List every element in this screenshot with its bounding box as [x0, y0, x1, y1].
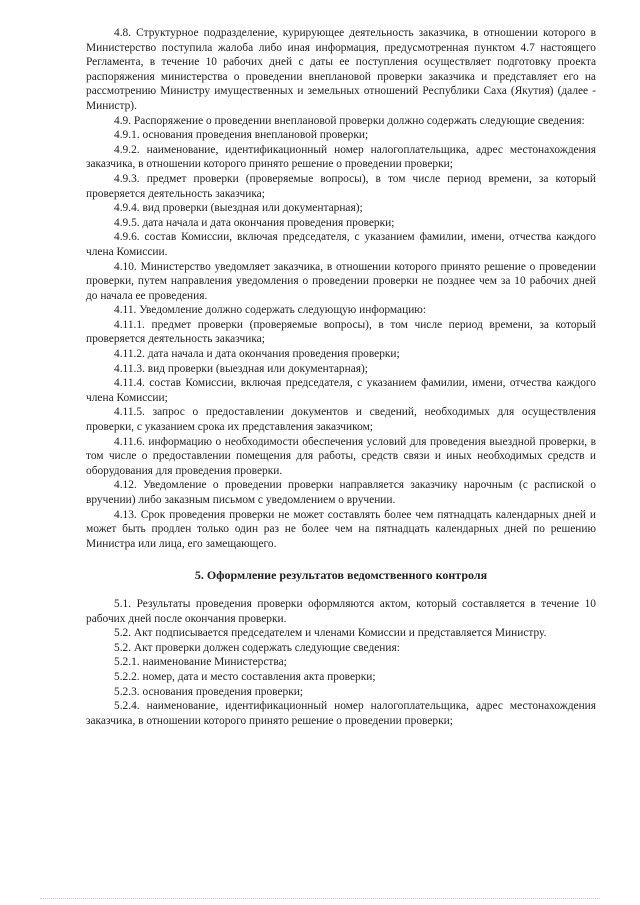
paragraphs-after: [86, 597, 596, 728]
paragraph-4-11-3: 4.11.3. вид проверки (выездная или документарная);: [114, 362, 368, 375]
paragraph-4-9-1: 4.9.1. основания проведения внеплановой проверки;: [114, 129, 369, 142]
paragraph-4-9-3: 4.9.3. предмет проверки (проверяемые вопросы), в том числе период времени, за который проверяется деятельность заказчика;: [86, 172, 596, 200]
paragraph-4-10: 4.10. Министерство уведомляет заказчика, в отношении которого принято решение о проведении проверки, путем направления уведомления о проведении проверки не позднее чем за 10 рабочих дней до начала ее проведения.: [86, 260, 596, 302]
paragraph-4-11-6: 4.11.6. информацию о необходимости обеспечения условий для проведения выездной проверки, в том числе о предоставлении помещения для работы, средств связи и иных необходимых средств и оборудования для проведения проверки.: [86, 435, 596, 477]
paragraph-4-9-4: 4.9.4. вид проверки (выездная или документарная);: [114, 202, 363, 215]
paragraph-4-11-2: 4.11.2. дата начала и дата окончания проведения проверки;: [114, 348, 400, 361]
paragraphs-before: [86, 26, 596, 551]
paragraph-4-8: 4.8. Структурное подразделение, курирующее деятельность заказчика, в отношении которого в Министерство поступила жалоба либо иная информация, предусмотренная пунктом 4.7 настоящего Регламента, в течение 10 рабочих дней с даты ее поступления осуществляет подготовку проекта распоряжения министерства о проведении внеплановой проверки заказчика и представляет его на рассмотрению Министру имущественных и земельных отношений Республики Саха (Якутия) (далее - Министр).: [86, 27, 596, 112]
paragraph-4-12: 4.12. Уведомление о проведении проверки направляется заказчику нарочным (с распиской о вручении) либо заказным письмом с уведомлением о вручении.: [86, 479, 596, 506]
section-heading: 5. Оформление результатов ведомственного контроля: [194, 568, 488, 583]
paragraph-4-11-1: 4.11.1. предмет проверки (проверяемые вопросы), в том числе период времени, за который проверяется деятельность заказчика;: [86, 318, 596, 346]
paragraph-5-2-2: 5.2.2. номер, дата и место составления акта проверки;: [114, 670, 376, 683]
paragraph-5-2-4: 5.2.4. наименование, идентификационный номер налогоплательщика, адрес местонахождения заказчика, в отношении которого принято решение о проведении проверки;: [86, 700, 596, 727]
paragraph-4-13: 4.13. Срок проведения проверки не может составлять более чем пятнадцать календарных дней и может быть продлен только один раз не более чем на пятнадцать календарных дней по решению Министра или лица, его замещающего.: [86, 508, 596, 550]
paragraph-5-2-intro: 5.2. Акт проверки должен содержать следующие сведения:: [114, 641, 400, 654]
paragraph-4-11-5: 4.11.5. запрос о предоставлении документов и сведений, необходимых для осуществления проверки, с указанием срока их представления заказчиком;: [86, 406, 596, 434]
paragraph-4-9: 4.9. Распоряжение о проведении внеплановой проверки должно содержать следующие сведения:: [114, 114, 585, 127]
paragraph-4-9-6: 4.9.6. состав Комиссии, включая председателя, с указанием фамилии, имени, отчества каждого члена Комиссии.: [86, 231, 596, 258]
paragraph-4-9-2: 4.9.2. наименование, идентификационный номер налогоплательщика, адрес местонахождения заказчика, в отношении которого принято решение о проведении проверки;: [86, 143, 596, 171]
paragraph-5-2-3: 5.2.3. основания проведения проверки;: [114, 685, 304, 698]
paragraph-5-2-1: 5.2.1. наименование Министерства;: [114, 656, 287, 669]
scan-edge-line: [40, 898, 600, 900]
paragraph-4-11-4: 4.11.4. состав Комиссии, включая председателя, с указанием фамилии, имени, отчества каждого члена Комиссии;: [86, 377, 596, 404]
paragraph-5-2: 5.2. Акт подписывается председателем и членами Комиссии и представляется Министру.: [114, 627, 547, 640]
paragraph-4-11: 4.11. Уведомление должно содержать следующую информацию:: [114, 304, 426, 317]
paragraph-4-9-5: 4.9.5. дата начала и дата окончания проведения проверки;: [114, 216, 395, 229]
paragraph-5-1: 5.1. Результаты проведения проверки оформляются актом, который составляется в течение 10 рабочих дней после окончания проверки.: [86, 597, 596, 625]
